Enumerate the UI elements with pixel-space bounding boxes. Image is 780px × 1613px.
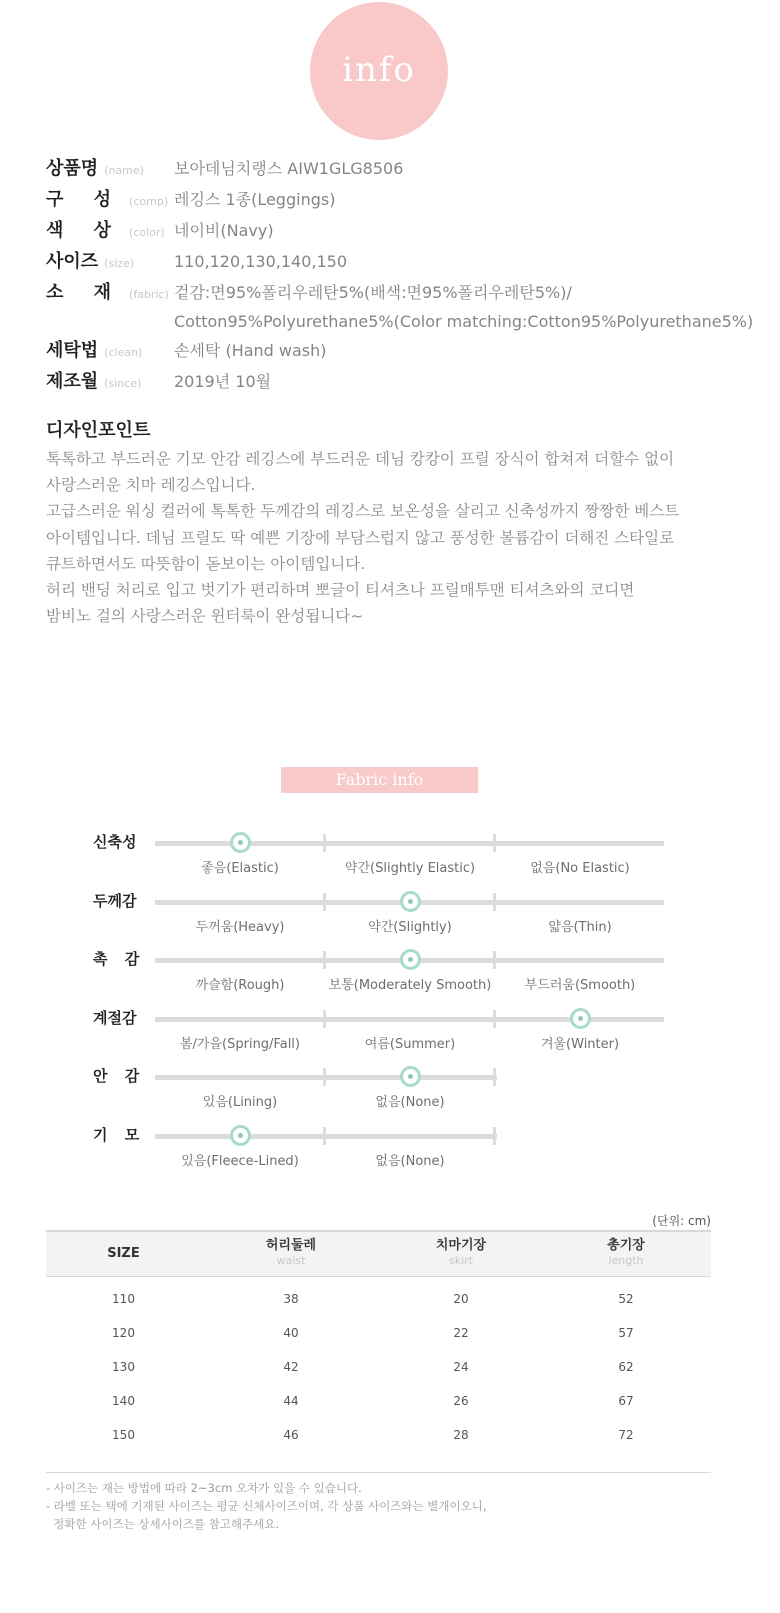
fabric-option-label: 없음(None) [375, 1153, 445, 1169]
spec-row-color [46, 216, 766, 247]
size-header-cell [541, 1231, 711, 1276]
fabric-option-label: 약간(Slightly) [368, 919, 452, 935]
table-cell: 110 [112, 1292, 135, 1307]
fabric-selected-indicator [230, 1125, 251, 1146]
table-row [46, 1276, 711, 1316]
table-cell: 130 [112, 1360, 135, 1374]
size-unit-label: (단위: cm) [652, 1214, 711, 1228]
fabric-option-label: 보통(Moderately Smooth) [328, 978, 492, 993]
size-table-header [46, 1231, 711, 1276]
spec-label-en: (fabric) [129, 288, 169, 301]
fabric-scale-tick [493, 893, 496, 911]
spec-label: 사이즈 [46, 251, 99, 272]
size-header-en: length [608, 1254, 644, 1268]
table-row [46, 1384, 711, 1418]
fabric-row-label: 신축성 [93, 833, 137, 851]
fabric-option-label: 없음(None) [375, 1095, 445, 1110]
table-cell: 150 [112, 1428, 135, 1442]
spec-label-en: (color) [129, 226, 165, 239]
design-line: 큐트하면서도 따뜻함이 돋보이는 아이템입니다. [46, 554, 366, 573]
design-line: 아이템입니다. 데님 프릴도 딱 예쁜 기장에 부담스럽지 않고 풍성한 볼륨감이 더해진 스타일로 [46, 528, 675, 547]
size-notes [46, 1472, 711, 1533]
size-header-cell [46, 1231, 201, 1276]
fabric-scale-tick [323, 893, 326, 911]
fabric-selected-indicator [230, 832, 251, 853]
design-line: 톡톡하고 부드러운 기모 안감 레깅스에 부드러운 데님 캉캉이 프릴 장식이 합쳐져 더할수 없이 [46, 450, 675, 468]
size-header-cell [381, 1231, 541, 1276]
table-cell: 38 [283, 1292, 299, 1307]
design-line: 사랑스러운 치마 레깅스입니다. [46, 476, 256, 495]
spec-label: 상품명 [46, 158, 99, 179]
fabric-row-label: 안 감 [93, 1067, 146, 1085]
table-row [46, 1418, 711, 1452]
fabric-scale-tick [323, 1010, 326, 1028]
fabric-option-label: 있음(Lining) [202, 1095, 278, 1110]
fabric-row [0, 1126, 780, 1184]
table-cell: 67 [618, 1394, 634, 1408]
fabric-selected-indicator [400, 1066, 421, 1087]
fabric-scale-tick [493, 1127, 496, 1145]
fabric-scale-tick [323, 951, 326, 969]
fabric-row [0, 892, 780, 950]
fabric-option-label: 까슬함(Rough) [195, 978, 285, 993]
spec-value: 손세탁 (Hand wash) [174, 341, 327, 360]
table-cell: 57 [618, 1326, 634, 1340]
fabric-info-title: Fabric info [281, 767, 478, 793]
spec-label-en: (since) [104, 377, 142, 390]
table-cell: 42 [283, 1360, 299, 1374]
fabric-scale-tick [323, 1127, 326, 1145]
spec-label: 색 상 [46, 220, 124, 241]
info-header-circle [310, 2, 448, 140]
spec-row-since [46, 367, 766, 398]
spec-value: 레깅스 1종(Leggings) [174, 190, 336, 209]
fabric-row-label: 기 모 [93, 1125, 146, 1144]
table-cell: 44 [283, 1394, 299, 1408]
fabric-scale-tick [493, 1010, 496, 1028]
spec-label-en: (name) [104, 164, 144, 177]
design-line: 허리 밴딩 처리로 입고 벗기가 편리하며 뽀글이 티셔츠나 프릴매투맨 티셔츠와의 코디면 [46, 581, 635, 600]
fabric-scale-tick [323, 834, 326, 852]
fabric-option-label: 약간(Slightly Elastic) [344, 861, 476, 876]
design-point-title: 디자인포인트 [46, 420, 151, 441]
table-cell: 26 [453, 1394, 469, 1408]
size-header-ko: 치마기장 [435, 1238, 487, 1254]
table-cell: 22 [453, 1326, 469, 1340]
info-title: info [342, 50, 416, 90]
table-cell: 72 [618, 1428, 634, 1442]
spec-value: 보아데님치랭스 AIW1GLG8506 [174, 159, 404, 178]
fabric-selected-indicator [400, 891, 421, 912]
spec-row-comp [46, 185, 766, 216]
table-row [46, 1316, 711, 1350]
design-line: 고급스러운 워싱 컬러에 톡톡한 두께감의 레깅스로 보온성을 살리고 신축성까지 짱짱한 베스트 [46, 502, 680, 521]
size-header-cell [201, 1231, 381, 1276]
fabric-scale-track [155, 1134, 497, 1139]
spec-row-fabric [46, 278, 766, 336]
table-cell: 140 [112, 1394, 135, 1408]
fabric-option-label: 봄/가을(Spring/Fall) [179, 1036, 300, 1052]
fabric-option-label: 여름(Summer) [364, 1036, 456, 1052]
size-table [46, 1230, 711, 1452]
spec-label: 제조월 [46, 371, 99, 392]
fabric-row [0, 950, 780, 1008]
table-cell: 62 [618, 1360, 634, 1374]
spec-row-name [46, 154, 766, 185]
fabric-selected-indicator [400, 949, 421, 970]
fabric-option-label: 부드러움(Smooth) [524, 978, 636, 993]
table-cell: 46 [283, 1428, 299, 1442]
fabric-row-label: 계절감 [93, 1008, 137, 1027]
spec-value: 네이비(Navy) [174, 221, 274, 240]
size-header-en: waist [276, 1254, 306, 1268]
table-cell: 28 [453, 1428, 469, 1442]
fabric-option-label: 두꺼움(Heavy) [195, 919, 285, 935]
table-cell: 20 [453, 1292, 469, 1307]
fabric-scale-tick [323, 1068, 326, 1086]
spec-label: 세탁법 [46, 340, 99, 361]
spec-value: 110,120,130,140,150 [174, 252, 348, 271]
spec-value: 겉감:면95%폴리우레탄5%(배색:면95%폴리우레탄5%)/ Cotton95%Polyurethane5%(Color matching:Cotton95%Polyurethane5%) [174, 283, 754, 331]
fabric-option-label: 겨울(Winter) [540, 1036, 620, 1052]
size-note: 정확한 사이즈는 상세사이즈를 참고해주세요. [46, 1517, 280, 1531]
spec-row-size [46, 247, 766, 278]
size-header-ko: 허리둘레 [265, 1238, 317, 1254]
product-spec-list [46, 154, 766, 398]
fabric-option-label: 좋음(Elastic) [201, 861, 279, 876]
fabric-scale-tick [493, 834, 496, 852]
size-header-en: skirt [449, 1254, 473, 1268]
fabric-scale-track [155, 1075, 497, 1080]
design-point-text [46, 446, 746, 629]
fabric-row [0, 1009, 780, 1067]
fabric-row-label: 촉 감 [93, 950, 146, 968]
table-row [46, 1350, 711, 1384]
spec-label-en: (comp) [129, 195, 169, 208]
fabric-option-label: 얇음(Thin) [548, 919, 612, 935]
fabric-selected-indicator [570, 1008, 591, 1029]
table-cell: 120 [112, 1326, 135, 1340]
fabric-option-label: 있음(Fleece-Lined) [181, 1153, 299, 1169]
size-note: - 사이즈는 재는 방법에 따라 2~3cm 오차가 있을 수 있습니다. [46, 1481, 362, 1495]
spec-label-en: (size) [104, 257, 135, 270]
table-cell: 24 [453, 1360, 469, 1374]
spec-label-en: (clean) [104, 346, 143, 359]
fabric-scale-tick [493, 1068, 496, 1086]
spec-value: 2019년 10월 [174, 372, 272, 391]
design-line: 밤비노 걸의 사랑스러운 윈터룩이 완성됩니다~ [46, 607, 364, 626]
fabric-row [0, 833, 780, 891]
spec-label: 구 성 [46, 189, 124, 210]
table-cell: 52 [618, 1292, 634, 1307]
fabric-scale-tick [493, 951, 496, 969]
table-cell: 40 [283, 1326, 299, 1340]
spec-label: 소 재 [46, 282, 124, 303]
spec-row-clean [46, 336, 766, 367]
fabric-option-label: 없음(No Elastic) [530, 861, 630, 876]
fabric-row [0, 1067, 780, 1125]
size-header-ko: 총기장 [607, 1238, 645, 1254]
size-header-ko: SIZE [107, 1245, 140, 1261]
fabric-row-label: 두께감 [93, 891, 137, 910]
size-note: - 라벨 또는 택에 기재된 사이즈는 평균 신체사이즈이며, 각 상품 사이즈와는 별개이오니, [46, 1499, 487, 1513]
